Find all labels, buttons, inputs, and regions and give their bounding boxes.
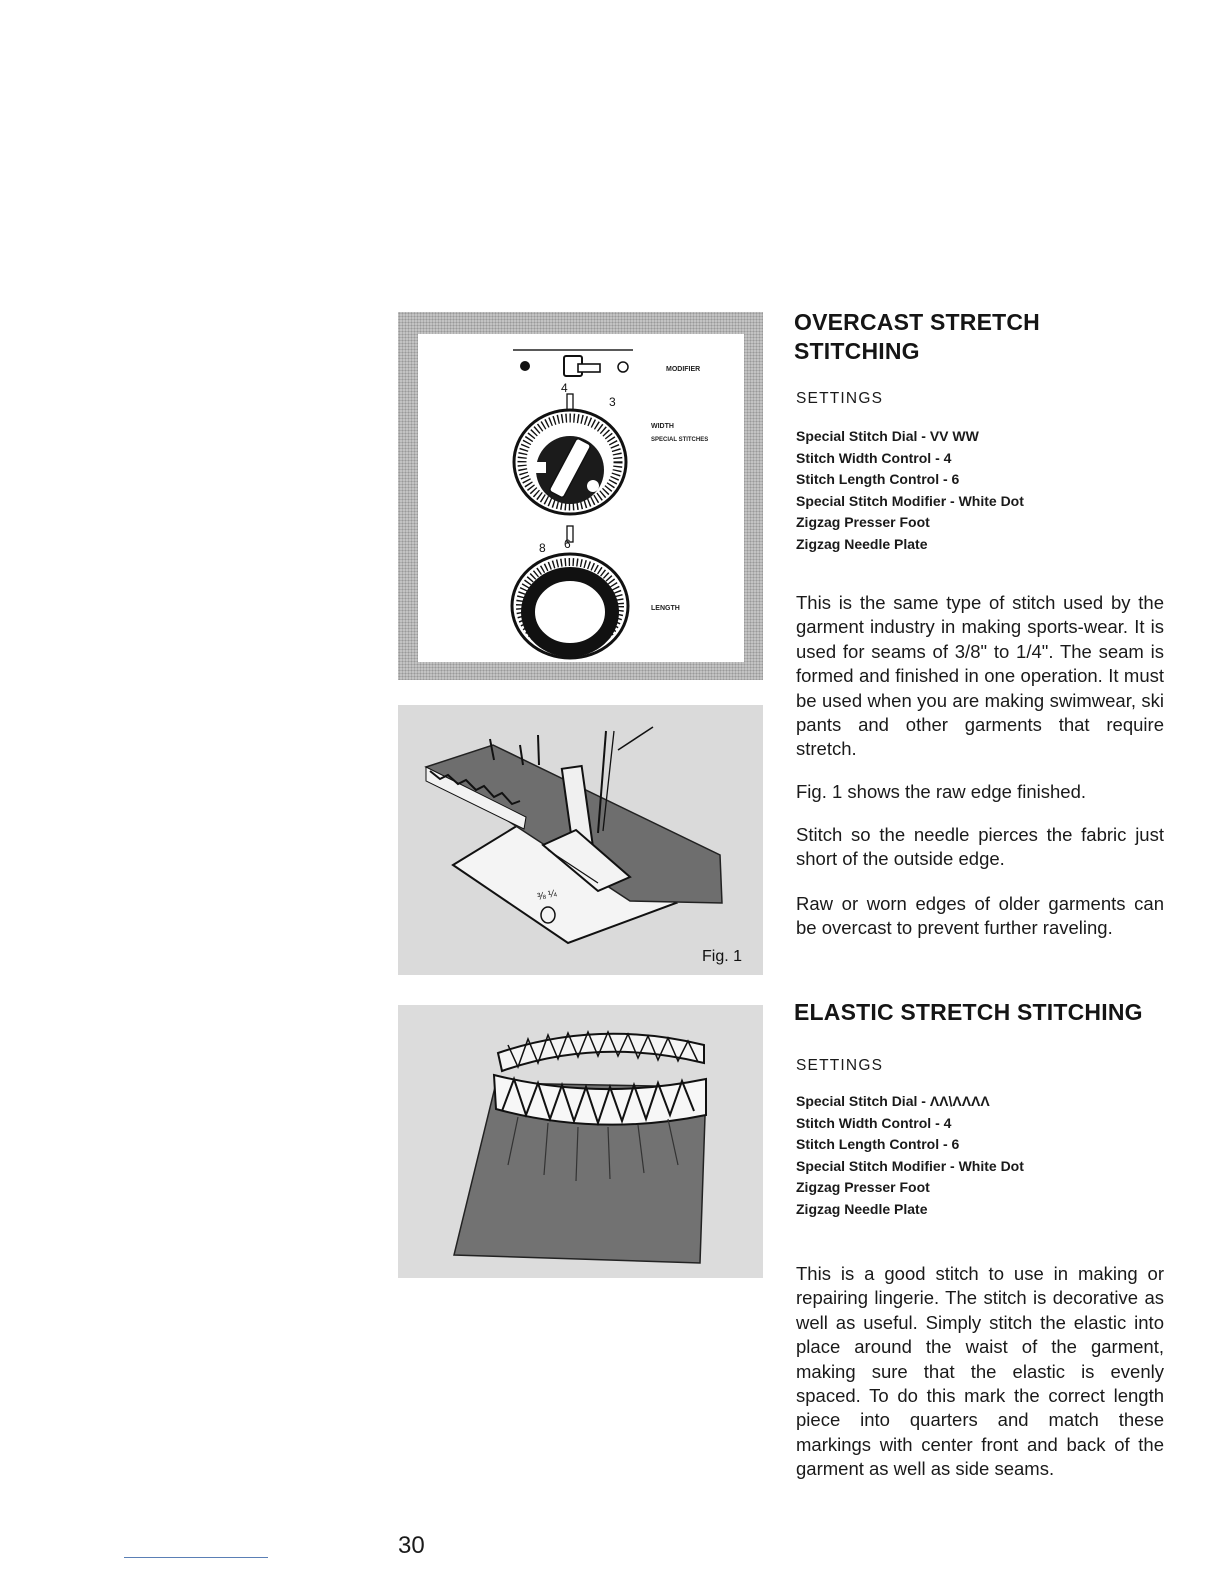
dials-illustration-card	[418, 334, 744, 662]
modifier-black-dot	[520, 361, 530, 371]
section1-setting-item: Stitch Length Control - 6	[796, 471, 960, 488]
section1-title-line2: STITCHING	[794, 338, 920, 364]
section2-setting-item: Special Stitch Modifier - White Dot	[796, 1157, 1024, 1174]
section2-paragraph: This is a good stitch to use in making or repairing lingerie. The stitch is decorative as well as useful. Simply stitch the elastic into place around the waist of the garment, making sure that the elastic is evenly spaced. To do this mark the correct length piece into quarters and match these markings with center front and back of the garment as well as side seams.	[796, 1263, 1164, 1480]
section2-settings-label: SETTINGS	[796, 1057, 884, 1074]
section1-setting-item: Stitch Width Control - 4	[796, 449, 952, 466]
section1-settings-list	[796, 426, 1024, 556]
section2-setting-item: Stitch Length Control - 6	[796, 1136, 960, 1153]
modifier-white-dot	[618, 362, 628, 372]
thread-guide	[618, 727, 653, 750]
section2-settings-list	[796, 1091, 1024, 1221]
footer-rule	[124, 1557, 268, 1558]
machine-line-2	[538, 735, 539, 765]
section1-setting-item: Special Stitch Modifier - White Dot	[796, 492, 1024, 509]
elastic-drawing	[398, 1005, 763, 1278]
overcast-fabric-illustration	[398, 705, 763, 975]
dial-stitch-symbol-dot	[587, 480, 599, 492]
dials-illustration	[398, 312, 763, 680]
section2-setting-item: Stitch Width Control - 4	[796, 1114, 952, 1131]
elastic-waist-illustration	[398, 1005, 763, 1278]
width-label: WIDTH	[651, 423, 674, 430]
section1-paragraph-3: Stitch so the needle pierces the fabric just short of the outside edge.	[796, 824, 1164, 870]
width-dial-pointer	[567, 394, 573, 410]
section1-paragraph-4: Raw or worn edges of older garments can be overcast to prevent further raveling.	[796, 893, 1164, 939]
dial-stitch-symbol-square	[535, 462, 546, 473]
modifier-lever-arm	[578, 364, 600, 372]
length-label: LENGTH	[651, 605, 680, 612]
dials-drawing	[418, 334, 744, 662]
length-dial-number-8: 8	[539, 541, 546, 555]
modifier-label: MODIFIER	[666, 366, 701, 373]
section2-setting-item: Zigzag Needle Plate	[796, 1200, 928, 1217]
section1-setting-item: Zigzag Presser Foot	[796, 514, 930, 531]
special-stitches-label: SPECIAL STITCHES	[651, 437, 709, 443]
plate-markings: ⅜ ¼	[536, 888, 558, 903]
section1-settings-label: SETTINGS	[796, 390, 884, 407]
length-dial-number-6: 6	[564, 537, 571, 551]
fig1-drawing	[398, 705, 763, 975]
section1-setting-item: Special Stitch Dial - VV WW	[796, 428, 979, 444]
length-dial-knob	[528, 574, 612, 650]
section1-title-line1: OVERCAST STRETCH	[794, 309, 1040, 335]
width-dial-number-4: 4	[561, 381, 568, 395]
section1-paragraph-1: This is the same type of stitch used by the garment industry in making sports-wear. It is used for seams of 3/8" to 1/4". The seam is formed and finished in one operation. It must be used when you are making swimwear, ski pants and other garments that require stretch.	[796, 592, 1164, 760]
section1-title	[794, 308, 1040, 366]
width-dial-number-3: 3	[609, 395, 616, 409]
section2-setting-item: Special Stitch Dial - ΛΛ\ΛΛΛΛ	[796, 1093, 990, 1109]
section2-setting-item: Zigzag Presser Foot	[796, 1179, 930, 1196]
page-number: 30	[398, 1532, 425, 1559]
fig-1-caption: Fig. 1	[702, 948, 743, 965]
section1-setting-item: Zigzag Needle Plate	[796, 535, 928, 552]
section1-paragraph-2: Fig. 1 shows the raw edge finished.	[796, 781, 1086, 802]
section2-title: ELASTIC STRETCH STITCHING	[794, 999, 1143, 1025]
